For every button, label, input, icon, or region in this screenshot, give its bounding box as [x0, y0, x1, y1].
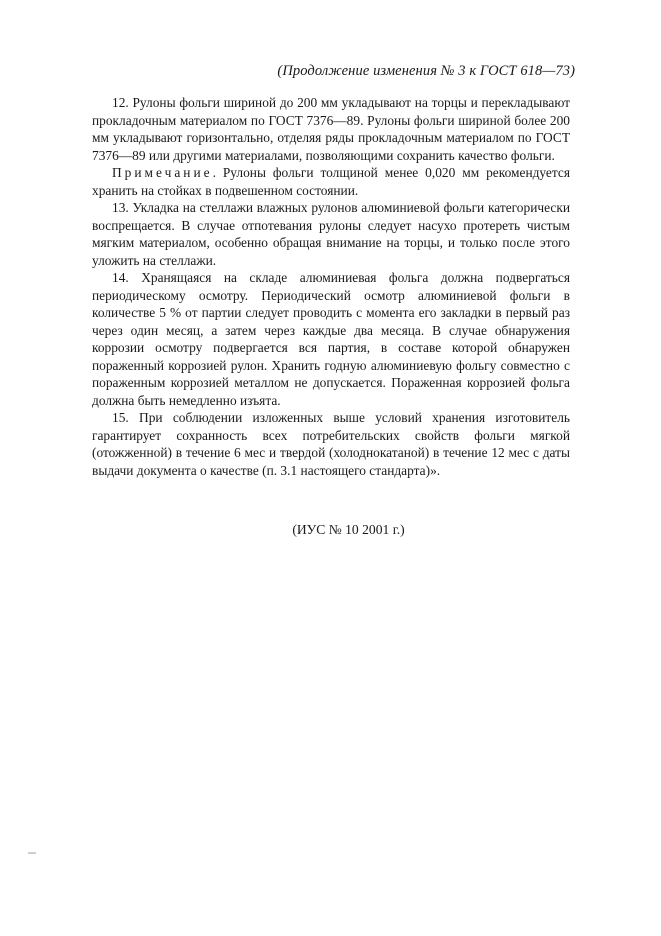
scan-speck	[28, 852, 36, 854]
document-body	[92, 94, 570, 479]
note-label: Примечание	[112, 165, 213, 180]
paragraph-13: 13. Укладка на стеллажи влажных рулонов алюминиевой фольги категорически воспрещается. В случае отпотевания рулоны следует насухо протереть чистым мягким материалом, особенно обращая внимание на торцы, и только после этого уложить на стеллажи.	[92, 200, 570, 268]
paragraph-14: 14. Хранящаяся на складе алюминиевая фольга должна подвергаться периодическому осмотру. Периодический осмотр алюминиевой фольги в количестве 5 % от партии следует проводить с момента его закладки в первый раз через один месяц, а затем через каждые два месяца. В случае обнаружения коррозии осмотру подвергается вся партия, в составе которой обнаружен пораженный коррозией рулон. Хранить годную алюминиевую фольгу совместно с пораженным коррозией металлом не допускается. Пораженная коррозией фольга должна быть немедленно изъята.	[92, 270, 570, 408]
source-reference: (ИУС № 10 2001 г.)	[292, 522, 405, 537]
paragraph-12: 12. Рулоны фольги шириной до 200 мм укладывают на торцы и перекладывают прокладочным материалом по ГОСТ 7376—89. Рулоны фольги шириной более 200 мм укладывают горизонтально, отделяя ряды прокладочным материалом по ГОСТ 7376—89 или другими материалами, позволяющими сохранить качество фольги.	[92, 95, 570, 163]
note-text: . Рулоны фольги толщиной менее 0,020 мм рекомендуется хранить на стойках в подвешенном состоянии.	[92, 165, 570, 198]
continuation-header: (Продолжение изменения № 3 к ГОСТ 618—73)	[277, 63, 575, 79]
note-paragraph	[92, 164, 570, 199]
source-footer	[0, 522, 661, 538]
paragraph-15: 15. При соблюдении изложенных выше условий хранения изготовитель гарантирует сохранность всех потребительских свойств фольги мягкой (отожженной) в течение 6 мес и твердой (холоднокатаной) в течение 12 мес с даты выдачи документа о качестве (п. 3.1 настоящего стандарта)».	[92, 410, 570, 478]
